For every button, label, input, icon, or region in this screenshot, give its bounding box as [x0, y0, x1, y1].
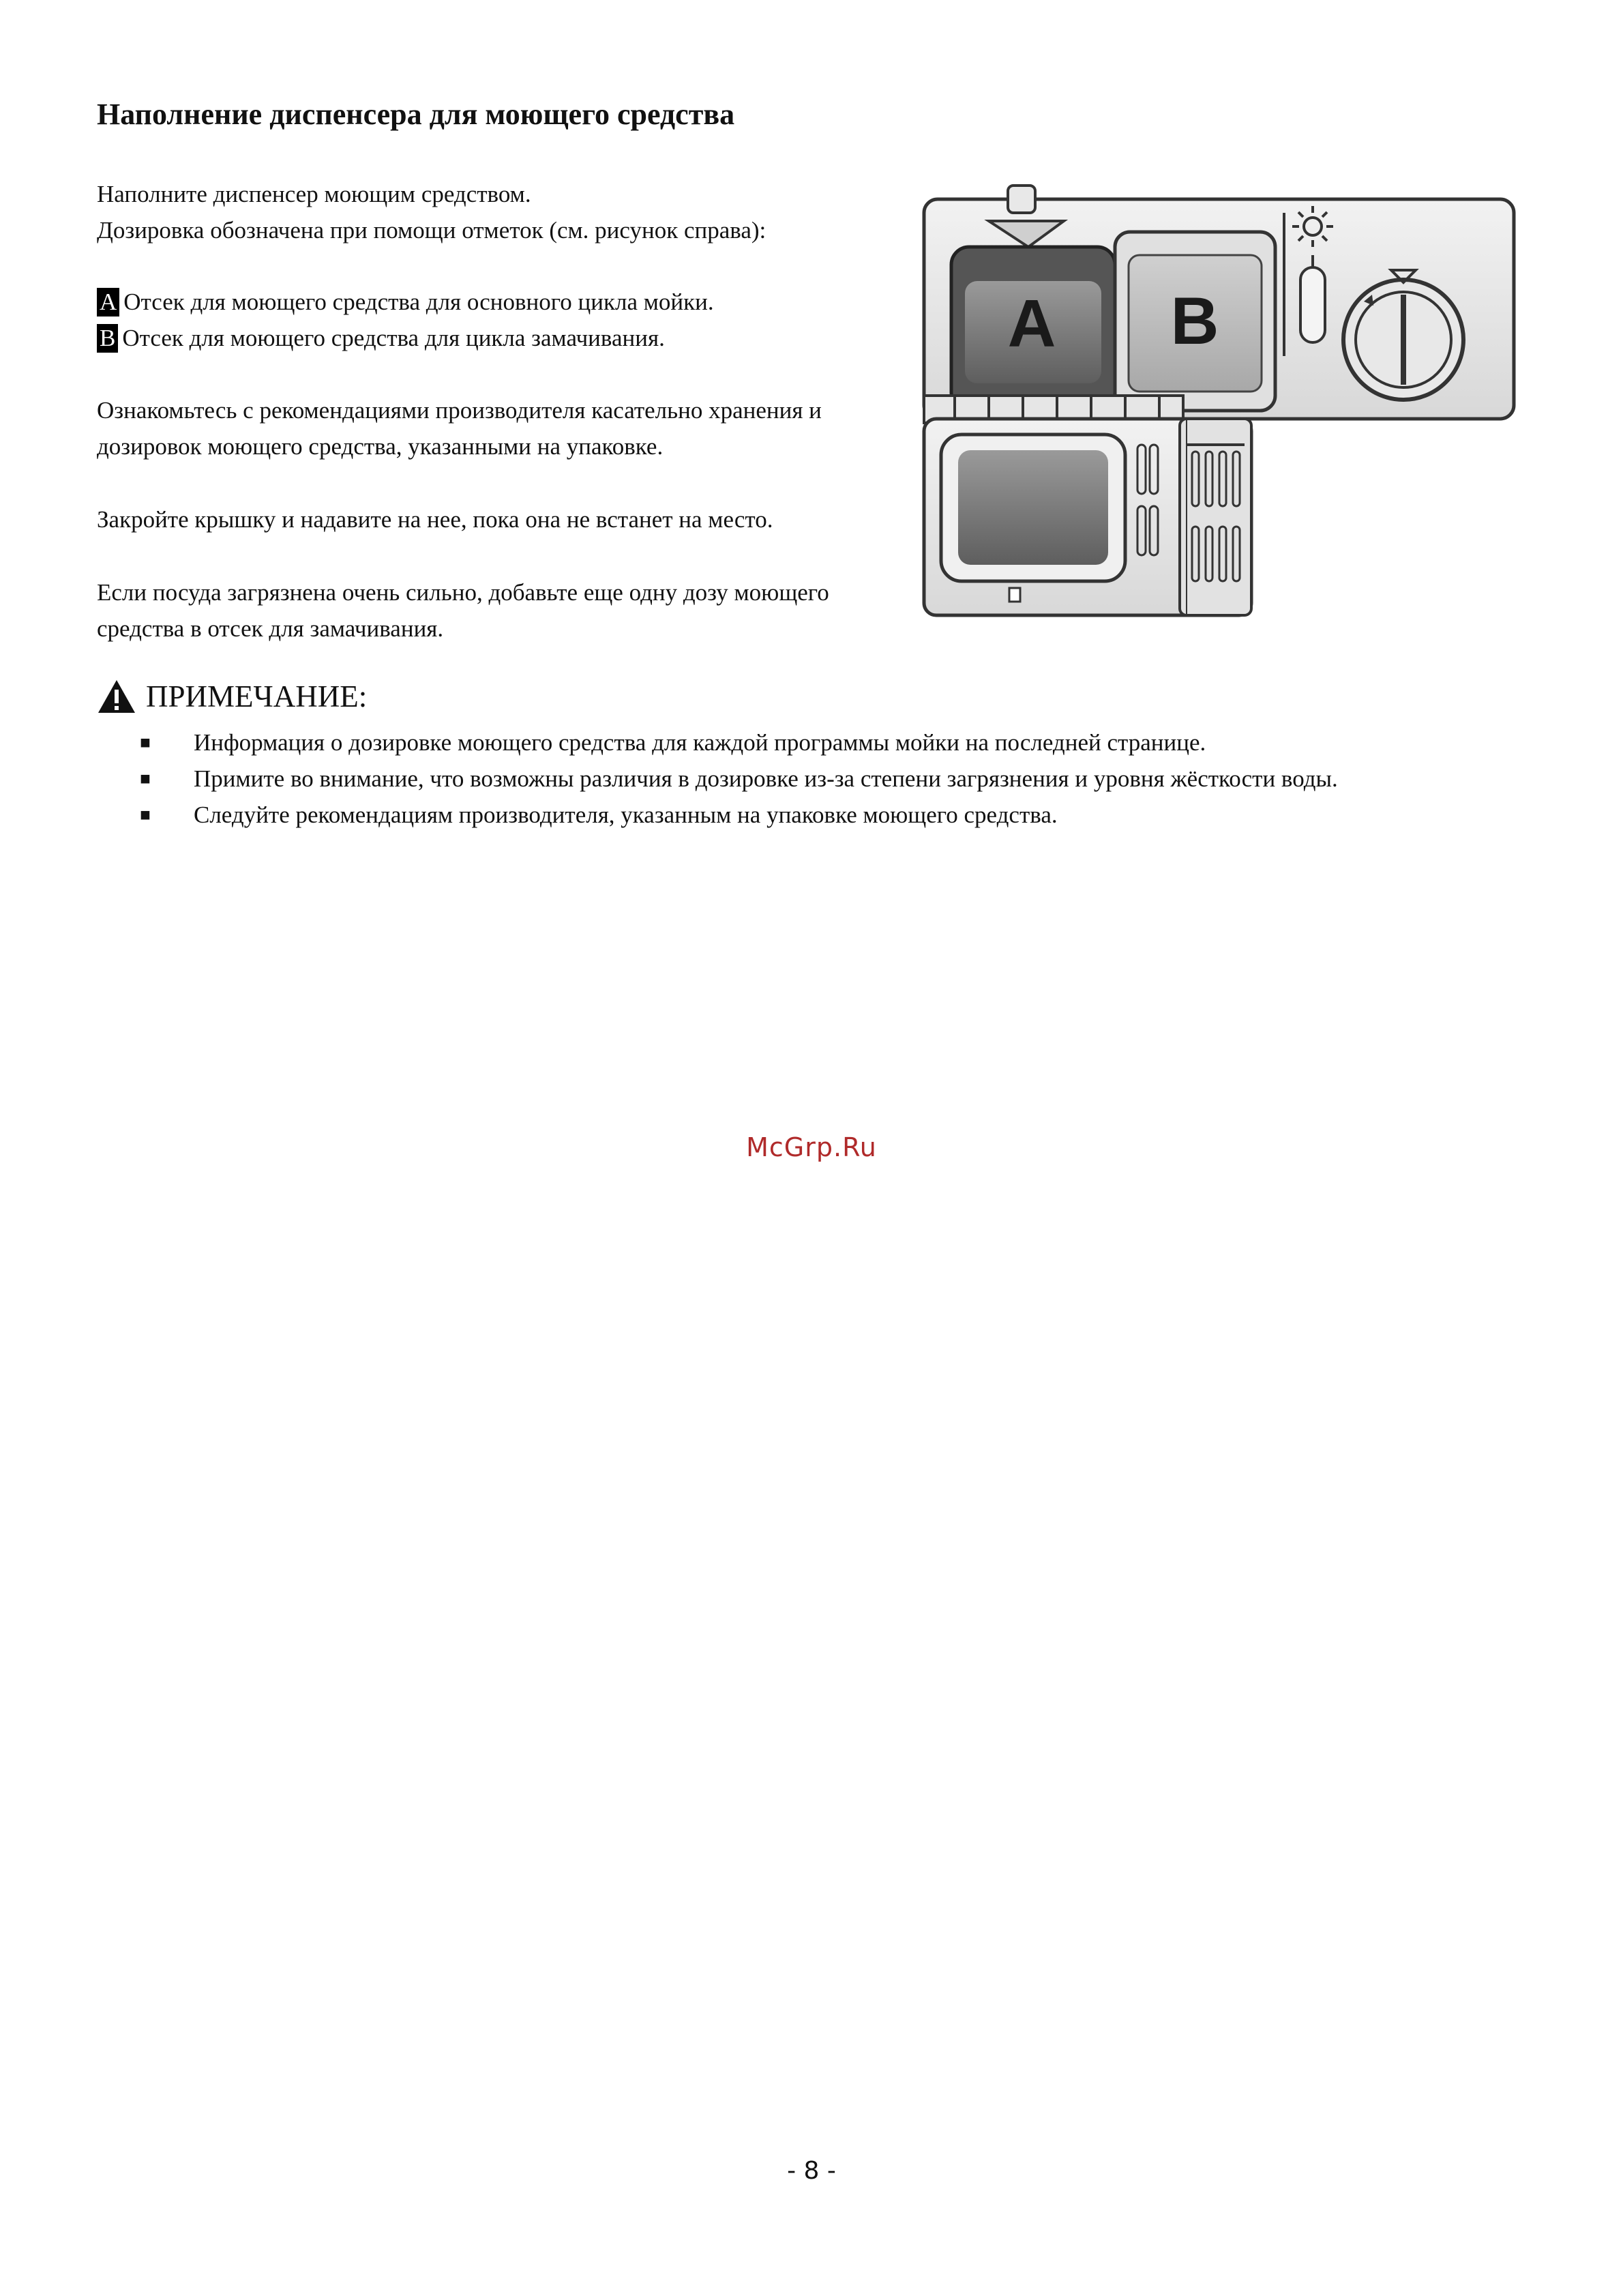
compartment-b-text: Отсек для моющего средства для цикла замачивания. [122, 325, 665, 351]
bullet-icon: ■ [140, 733, 151, 752]
note-item-text: Информация о дозировке моющего средства для каждой программы мойки на последней странице. [194, 729, 1206, 756]
note-item-text: Примите во внимание, что возможны различия в дозировке из-за степени загрязнения и уровня жёсткости воды. [194, 765, 1338, 792]
page-number: - 8 - [787, 2157, 836, 2185]
bullet-icon: ■ [140, 769, 151, 789]
compartment-a [951, 247, 1115, 411]
compartment-a-text: Отсек для моющего средства для основного цикла мойки. [123, 289, 714, 315]
watermark-link[interactable]: McGrp.Ru [746, 1132, 877, 1162]
compartment-list [97, 284, 902, 356]
note-heading [97, 679, 367, 714]
label-b: B [1170, 283, 1219, 358]
compartment-b [1115, 232, 1275, 411]
intro-line-1: Наполните диспенсер моющим средством. [97, 181, 531, 207]
note-list [97, 724, 1543, 833]
paragraph-heavy-soil: Если посуда загрязнена очень сильно, добавьте еще одну дозу моющего средства в отсек для замачивания. [97, 579, 829, 642]
label-a: A [1007, 286, 1056, 361]
paragraph-close-lid: Закройте крышку и надавите на нее, пока она не встанет на место. [97, 506, 773, 533]
warning-icon [97, 679, 136, 714]
list-item [97, 724, 1543, 761]
list-item [97, 797, 1543, 833]
intro-line-2: Дозировка обозначена при помощи отметок (см. рисунок справа): [97, 217, 766, 244]
list-item [97, 761, 1543, 797]
dispenser-diagram [914, 179, 1521, 619]
bullet-icon: ■ [140, 805, 151, 825]
note-item-text: Следуйте рекомендациям производителя, указанным на упаковке моющего средства. [194, 801, 1058, 828]
marker-a: A [97, 288, 119, 317]
note-title-text: ПРИМЕЧАНИЕ: [146, 679, 368, 713]
marker-b: B [97, 324, 118, 353]
paragraph-recommendations: Ознакомьтесь с рекомендациями производителя касательно хранения и дозировок моющего средства, указанными на упаковке. [97, 397, 822, 460]
side-grille [1180, 419, 1251, 615]
section-heading: Наполнение диспенсера для моющего средства [97, 98, 735, 131]
paragraph-intro [97, 176, 902, 248]
